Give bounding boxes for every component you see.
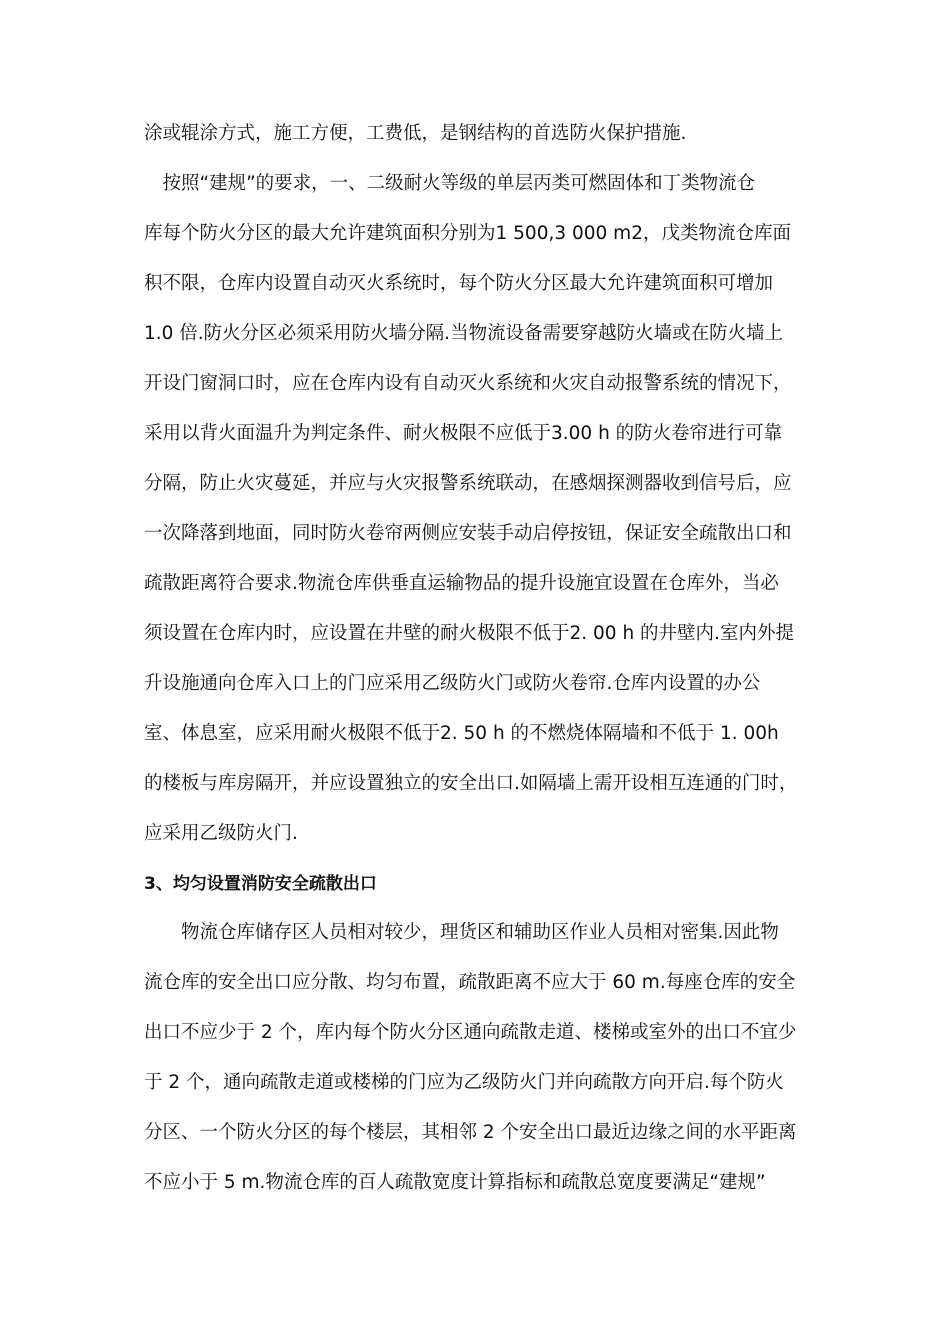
- paragraph-line: 出口不应少于 2 个，库内每个防火分区通向疏散走道、楼梯或室外的出口不宜少: [144, 1022, 797, 1043]
- paragraph-line: 的楼板与库房隔开，并应设置独立的安全出口.如隔墙上需开设相互连通的门时，: [144, 773, 798, 794]
- paragraph-line: 须设置在仓库内时，应设置在井壁的耐火极限不低于2. 00 h 的井壁内.室内外提: [144, 623, 794, 644]
- paragraph-line: 室、体息室，应采用耐火极限不低于2. 50 h 的不燃烧体隔墙和不低于 1. 00h: [144, 723, 779, 744]
- paragraph-line: 升设施通向仓库入口上的门应采用乙级防火门或防火卷帘.仓库内设置的办公: [144, 673, 761, 694]
- paragraph-line: 应采用乙级防火门.: [144, 823, 298, 844]
- paragraph-line: 于 2 个，通向疏散走道或楼梯的门应为乙级防火门并向疏散方向开启.每个防火: [144, 1072, 784, 1093]
- paragraph-line: 分隔，防止火灾蔓延，并应与火灾报警系统联动，在感烟探测器收到信号后，应: [144, 473, 792, 494]
- paragraph-line: 采用以背火面温升为判定条件、耐火极限不应低于3.00 h 的防火卷帘进行可靠: [144, 423, 783, 444]
- paragraph-line: 物流仓库储存区人员相对较少，理货区和辅助区作业人员相对密集.因此物: [144, 922, 779, 943]
- paragraph-line: 涂或辊涂方式，施工方便，工费低，是钢结构的首选防火保护措施.: [144, 123, 687, 144]
- paragraph-line: 积不限，仓库内设置自动灭火系统时，每个防火分区最大允许建筑面积可增加: [144, 273, 774, 294]
- paragraph-line: 疏散距离符合要求.物流仓库供垂直运输物品的提升设施宜设置在仓库外，当必: [144, 573, 779, 594]
- section-heading: 3、均匀设置消防安全疏散出口: [144, 874, 377, 894]
- paragraph-line: 不应小于 5 m.物流仓库的百人疏散宽度计算指标和疏散总宽度要满足“建规”: [144, 1172, 766, 1193]
- paragraph-line: 按照“建规”的要求，一、二级耐火等级的单层丙类可燃固体和丁类物流仓: [144, 173, 756, 194]
- paragraph-line: 流仓库的安全出口应分散、均匀布置，疏散距离不应大于 60 m.每座仓库的安全: [144, 972, 796, 993]
- paragraph-line: 1.0 倍.防火分区必须采用防火墙分隔.当物流设备需要穿越防火墙或在防火墙上: [144, 323, 784, 344]
- paragraph-line: 一次降落到地面，同时防火卷帘两侧应安装手动启停按钮，保证安全疏散出口和: [144, 523, 792, 544]
- paragraph-line: 库每个防火分区的最大允许建筑面积分别为1 500,3 000 m2，戊类物流仓库面: [144, 223, 791, 244]
- paragraph-line: 分区、一个防火分区的每个楼层，其相邻 2 个安全出口最近边缘之间的水平距离: [144, 1122, 797, 1143]
- paragraph-line: 开设门窗洞口时，应在仓库内设有自动灭火系统和火灾自动报警系统的情况下，: [144, 373, 792, 394]
